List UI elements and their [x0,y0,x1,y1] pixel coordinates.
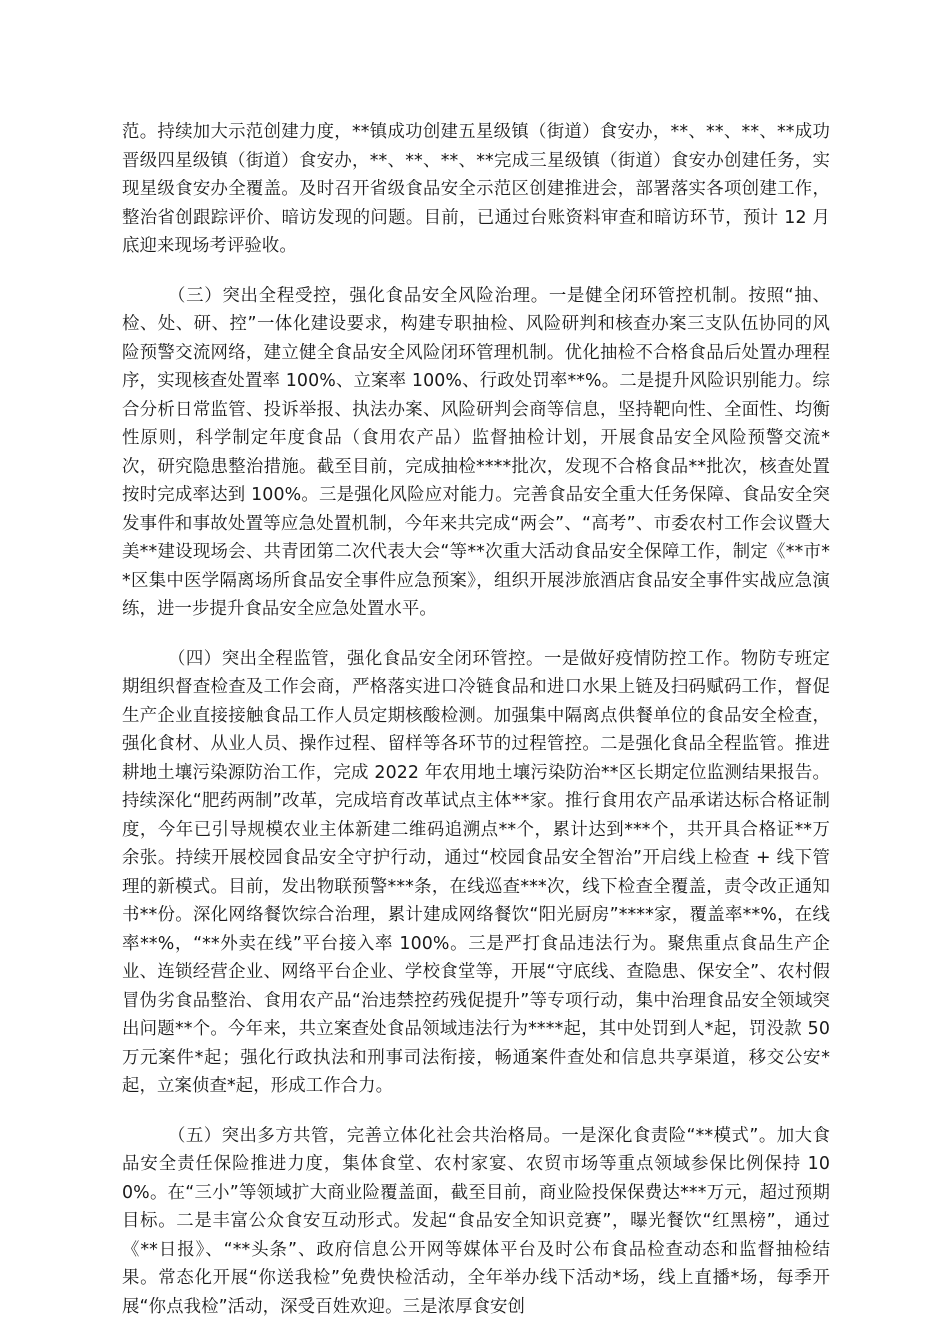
paragraph-section-three: （三）突出全程受控，强化食品安全风险治理。一是健全闭环管控机制。按照“抽、检、处、研、控”一体化建设要求，构建专职抽检、风险研判和核查办案三支队伍协同的风险预警交流网络，建立健全食品安全风险闭环管理机制。优化抽检不合格食品后处置办理程序，实现核查处置率 100%、立案率 100%、行政处罚率**%。二是提升风险识别能力。综合分析日常监管、投诉举报、执法办案、风险研判会商等信息，坚持靶向性、全面性、均衡性原则，科学制定年度食品（食用农产品）监督抽检计划，开展食品安全风险预警交流*次，研究隐患整治措施。截至目前，完成抽检****批次，发现不合格食品**批次，核查处置按时完成率达到 100%。三是强化风险应对能力。完善食品安全重大任务保障、食品安全突发事件和事故处置等应急处置机制，今年来共完成“两会”、“高考”、市委农村工作会议暨大美**建设现场会、共青团第二次代表大会“等**次重大活动食品安全保障工作，制定《**市**区集中医学隔离场所食品安全事件应急预案》，组织开展涉旅酒店食品安全事件实战应急演练，进一步提升食品安全应急处置水平。 [122,285,830,619]
document-page [122,118,830,1342]
paragraph-section-four: （四）突出全程监管，强化食品安全闭环管控。一是做好疫情防控工作。物防专班定期组织督查检查及工作会商，严格落实进口冷链食品和进口水果上链及扫码赋码工作，督促生产企业直接接触食品工作人员定期核酸检测。加强集中隔离点供餐单位的食品安全检查，强化食材、从业人员、操作过程、留样等各环节的过程管控。二是强化食品全程监管。推进耕地土壤污染源防治工作，完成 2022 年农用地土壤污染防治**区长期定位监测结果报告。持续深化“肥药两制”改革，完成培育改革试点主体**家。推行食用农产品承诺达标合格证制度，今年已引导规模农业主体新建二维码追溯点**个，累计达到***个，共开具合格证**万余张。持续开展校园食品安全守护行动，通过“校园食品安全智治”开启线上检查 + 线下管理的新模式。目前，发出物联预警***条，在线巡查***次，线下检查全覆盖，责令改正通知书**份。深化网络餐饮综合治理，累计建成网络餐饮“阳光厨房”****家，覆盖率**%，在线率**%，“**外卖在线”平台接入率 100%。三是严打食品违法行为。聚焦重点食品生产企业、连锁经营企业、网络平台企业、学校食堂等，开展“守底线、查隐患、保安全”、农村假冒伪劣食品整治、食用农产品“治违禁控药残促提升”等专项行动，集中治理食品安全领域突出问题**个。今年来，共立案查处食品领域违法行为****起，其中处罚到人*起，罚没款 50万元案件*起；强化行政执法和刑事司法衔接，畅通案件查处和信息共享渠道，移交公安*起，立案侦查*起，形成工作合力。 [122,648,830,1096]
paragraph-continuation: 范。持续加大示范创建力度，**镇成功创建五星级镇（街道）食安办，**、**、**、**成功晋级四星级镇（街道）食安办，**、**、**、**完成三星级镇（街道）食安办创建任务，实现星级食安办全覆盖。及时召开省级食品安全示范区创建推进会，部署落实各项创建工作，整治省创跟踪评价、暗访发现的问题。目前，已通过台账资料审查和暗访环节，预计 12 月底迎来现场考评验收。 [122,122,830,256]
paragraph-section-five: （五）突出多方共管，完善立体化社会共治格局。一是深化食责险“**模式”。加大食品安全责任保险推进力度，集体食堂、农村家宴、农贸市场等重点领域参保比例保持 100%。在“三小”等领域扩大商业险覆盖面，截至目前，商业险投保保费达***万元，超过预期目标。二是丰富公众食安互动形式。发起“食品安全知识竞赛”，曝光餐饮“红黑榜”，通过《**日报》、“**头条”、政府信息公开网等媒体平台及时公布食品检查动态和监督抽检结果。常态化开展“你送我检”免费快检活动，全年举办线下活动*场，线上直播*场，每季开展“你点我检”活动，深受百姓欢迎。三是浓厚食安创 [122,1125,830,1317]
